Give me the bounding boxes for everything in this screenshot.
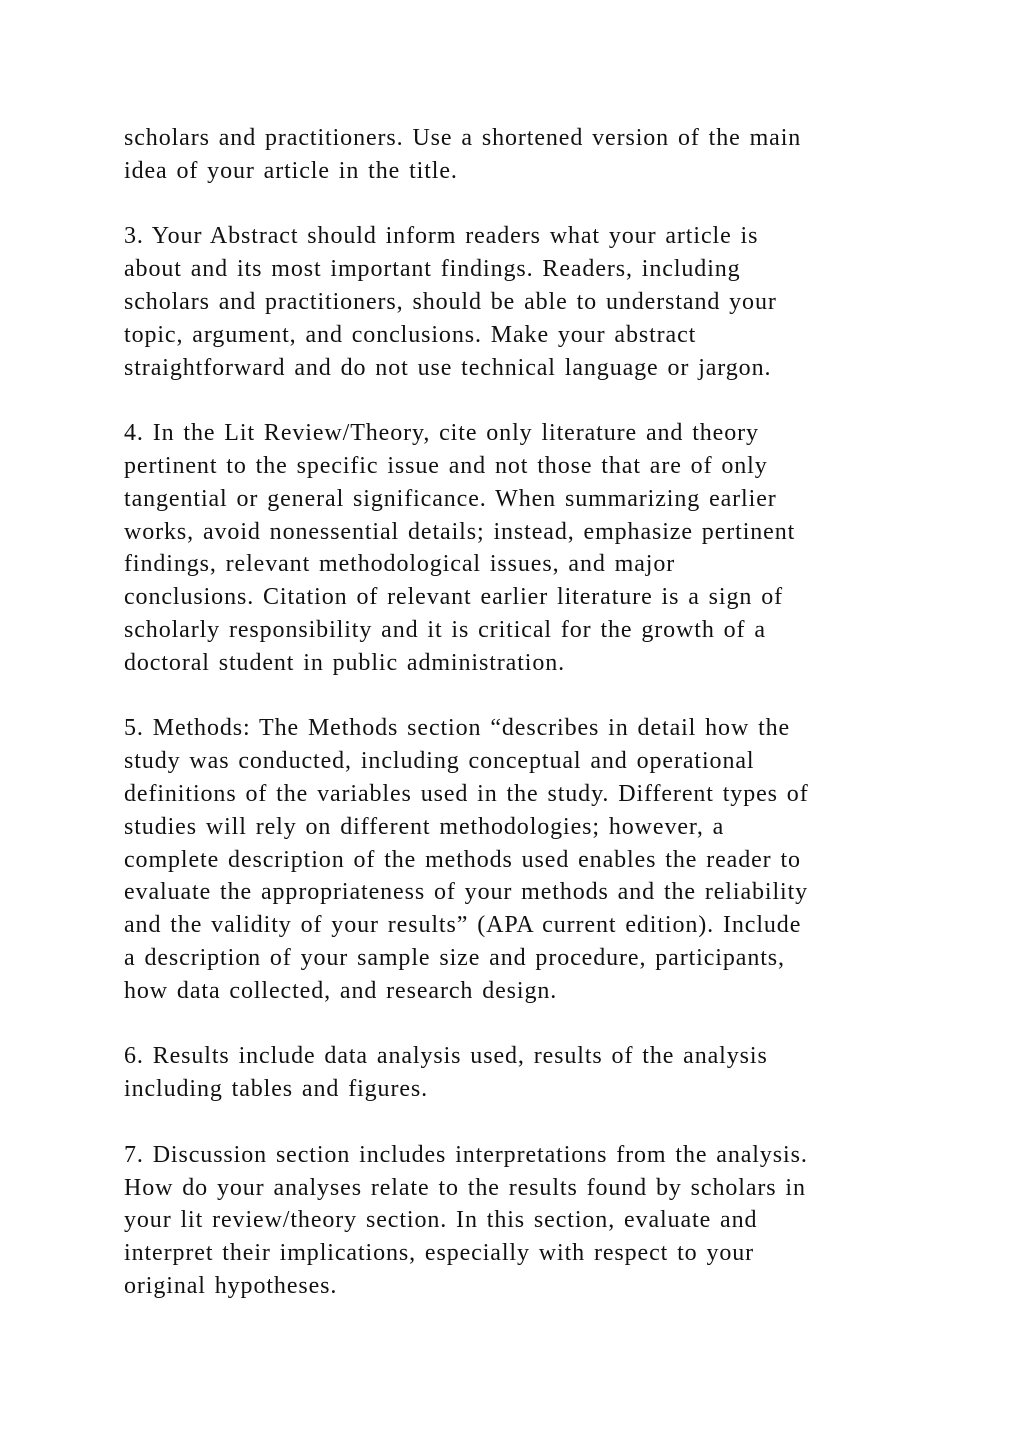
text-line: topic, argument, and conclusions. Make your abstract (124, 321, 697, 348)
text-line: works, avoid nonessential details; instead, emphasize pertinent (124, 518, 796, 545)
text-line: findings, relevant methodological issues, and major (124, 551, 676, 578)
text-line: 5. Methods: The Methods section “describes in detail how the (124, 715, 791, 742)
text-line: conclusions. Citation of relevant earlier literature is a sign of (124, 584, 783, 611)
text-line: interpret their implications, especially with respect to your (124, 1240, 755, 1267)
text-line: complete description of the methods used enables the reader to (124, 846, 801, 873)
paragraph-title-guidance (124, 122, 904, 188)
text-line: definitions of the variables used in the study. Different types of (124, 780, 809, 807)
paragraph-methods (124, 712, 904, 1007)
text-line: pertinent to the specific issue and not those that are of only (124, 452, 768, 479)
text-line: scholars and practitioners, should be able to understand your (124, 288, 777, 315)
text-line: original hypotheses. (124, 1272, 338, 1299)
paragraph-results (124, 1040, 904, 1106)
text-line: 3. Your Abstract should inform readers what your article is (124, 223, 759, 250)
text-line: How do your analyses relate to the results found by scholars in (124, 1174, 806, 1201)
text-line: 4. In the Lit Review/Theory, cite only literature and theory (124, 420, 759, 447)
text-line: 6. Results include data analysis used, results of the analysis (124, 1043, 768, 1070)
text-line: about and its most important findings. Readers, including (124, 256, 741, 283)
text-line: evaluate the appropriateness of your methods and the reliability (124, 879, 809, 906)
text-line: your lit review/theory section. In this section, evaluate and (124, 1207, 758, 1234)
paragraph-lit-review (124, 417, 904, 679)
text-line: straightforward and do not use technical language or jargon. (124, 354, 772, 381)
text-line: scholars and practitioners. Use a shortened version of the main (124, 125, 802, 151)
text-line: studies will rely on different methodologies; however, a (124, 813, 725, 840)
text-line: 7. Discussion section includes interpretations from the analysis. (124, 1141, 808, 1168)
paragraph-discussion (124, 1139, 904, 1303)
text-line: a description of your sample size and procedure, participants, (124, 944, 785, 971)
text-line: and the validity of your results” (APA current edition). Include (124, 912, 802, 939)
text-line: doctoral student in public administration. (124, 649, 566, 676)
text-line: including tables and figures. (124, 1076, 429, 1103)
text-line: how data collected, and research design. (124, 977, 558, 1004)
text-line: idea of your article in the title. (124, 157, 458, 184)
text-line: study was conducted, including conceptual and operational (124, 748, 755, 775)
paragraph-abstract (124, 220, 904, 384)
text-line: tangential or general significance. When summarizing earlier (124, 485, 777, 512)
text-line: scholarly responsibility and it is critical for the growth of a (124, 616, 766, 643)
document-body (124, 122, 904, 1335)
